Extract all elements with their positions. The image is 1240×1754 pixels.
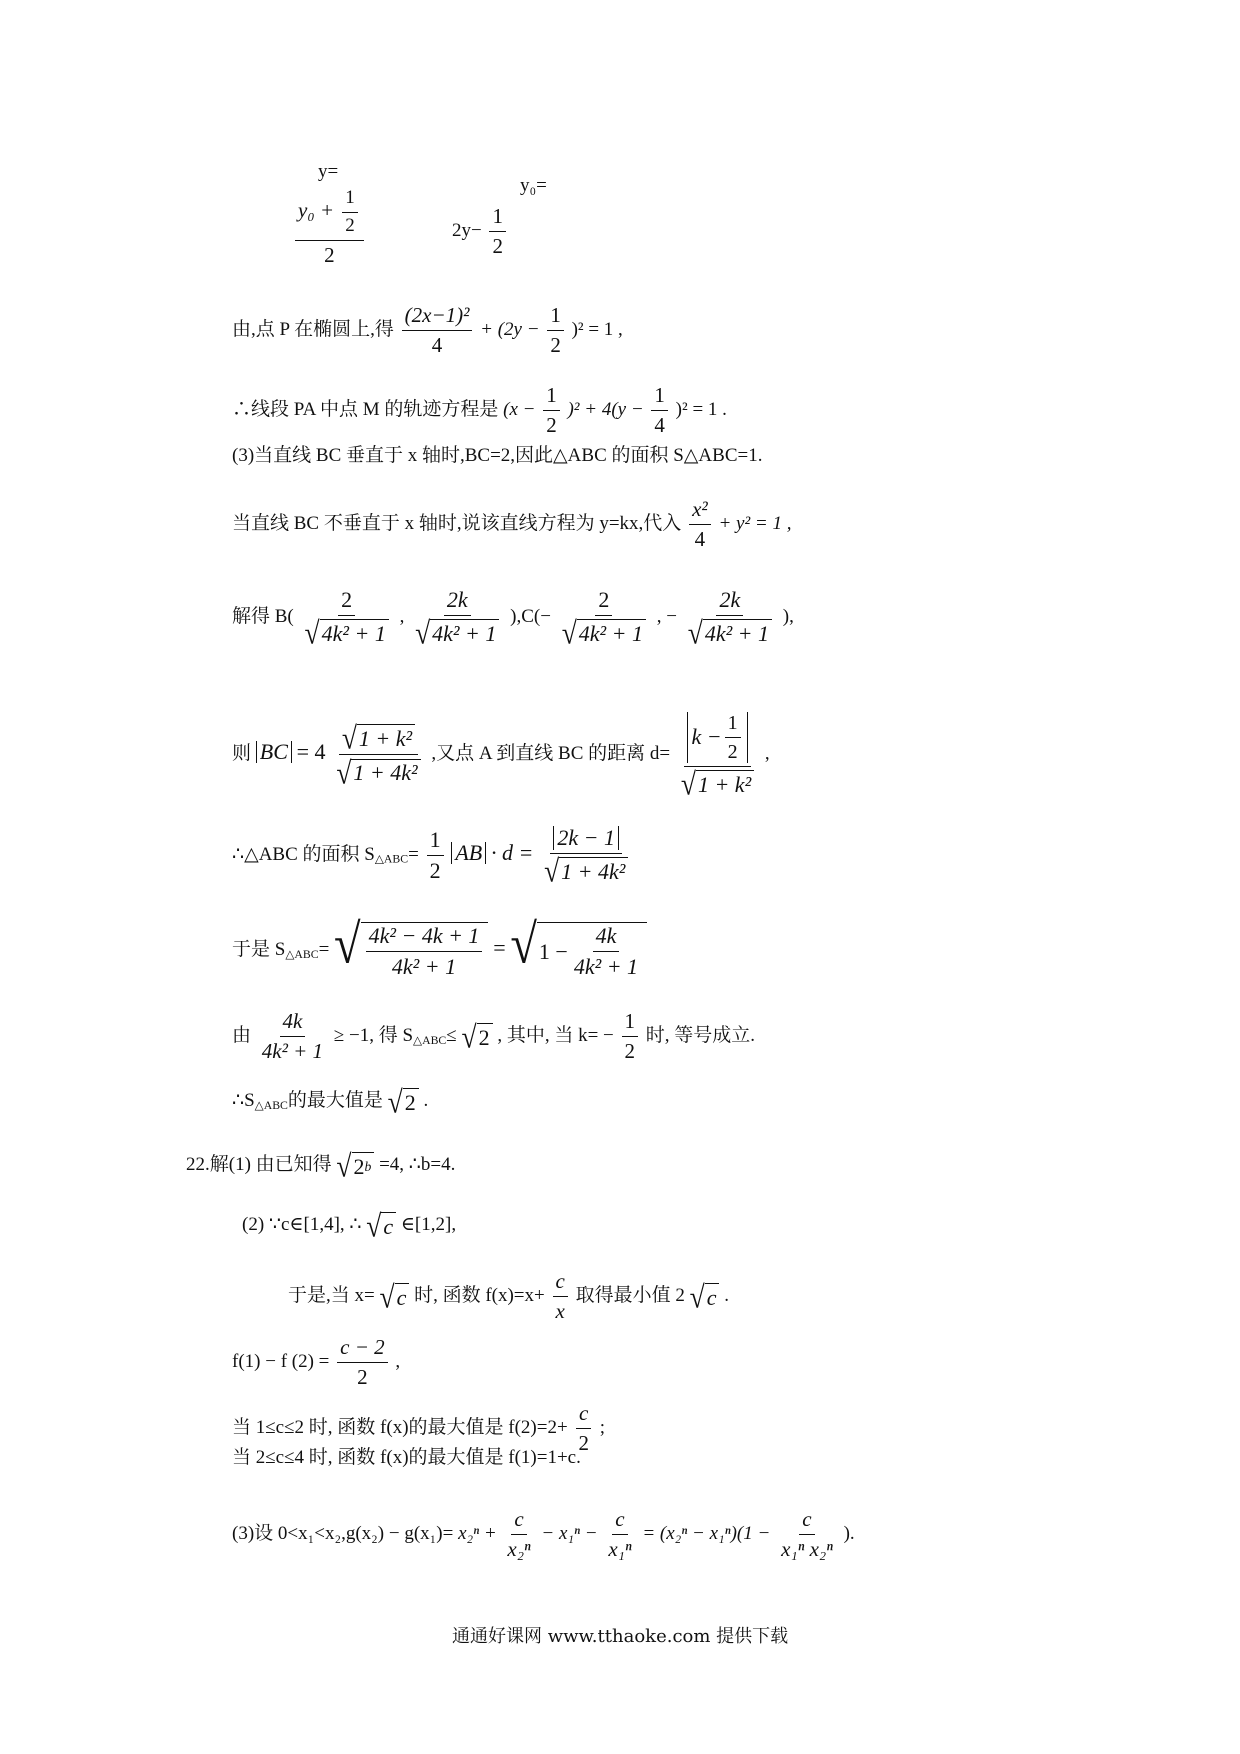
y0-label: y₀= — [520, 175, 547, 196]
ellipse-line: 由,点 P 在椭圆上,得 $\frac{\text{(2x−1)²}}{4}$ + (2y − $\frac{1}{2}$ )² = 1 , — [232, 303, 623, 358]
y-label: y= — [318, 161, 339, 182]
area-line: ∴△ABC 的面积 S△ABC= $\frac{1}{2}$ AB · d = 2k − 1 √ 1 + 4k² — [232, 826, 634, 885]
locus-line: ∴线段 PA 中点 M 的轨迹方程是 (x − $\frac{1}{2}$ )² + 4(y − $\frac{1}{4}$ )² = 1 . — [232, 383, 727, 438]
y0-expression: 2y− $\frac{1}{2}$ — [452, 205, 509, 258]
q22-minimum-line: 于是,当 x= √ c 时, 函数 f(x)=x+ $\frac{c}{x}$ 取得最小值 2 √ c . — [288, 1269, 729, 1324]
q22-part2: (2) ∵c∈[1,4], ∴ √ c ∈[1,2], — [242, 1207, 457, 1244]
max-value-line: ∴S△ABC的最大值是 √ 2 . — [232, 1083, 429, 1120]
q22-case1-line: 当 1≤c≤2 时, 函数 f(x)的最大值是 f(2)=2+ $\frac{c}{2}$ ; — [232, 1401, 605, 1456]
inequality-line: 由 $\frac{4k}{\text{4k² + 1}}$ ≥ −1, 得 S△ABC≤ √ 2 , 其中, 当 k= − $\frac{1}{2}$ 时, 等号成立. — [232, 1009, 756, 1064]
y-fraction: y₀ + $\frac{1}{2}$ 2 — [292, 188, 367, 267]
q22-case2-line: 当 2≤c≤4 时, 函数 f(x)的最大值是 f(1)=1+c. — [232, 1447, 581, 1468]
q22-part1: 22.解(1) 由已知得 √ 2 b =4, ∴b=4. — [186, 1147, 456, 1184]
solve-bc-line: 解得 B( 2 √ 4k² + 1 , 2k √ 4k² + 1 ),C(− 2 √ 4k² + 1 , − 2k √ 4k² + 1 ), — [232, 587, 794, 651]
bc-length-line: 则 BC = 4 √ 1 + k² √ 1 + 4k² ,又点 A 到直线 BC 的距离 d= k − $\frac{1}{2}$ √ 1 + k² , — [232, 712, 770, 802]
not-vertical-line: 当直线 BC 不垂直于 x 轴时,说该直线方程为 y=kx,代入 $\frac{\text{x²}}{4}$ + y² = 1 , — [232, 497, 792, 552]
q22-part3-line: (3)设 0<x₁<x₂,g(x₂) − g(x₁)= x₂ⁿ + $\frac{c}{\text{x₂ⁿ}}$ − x₁ⁿ − $\frac{c}{\text{x₁ⁿ}}$ = (x₂ⁿ − x₁ⁿ)(1 − $\frac{c}{\text{x₁ⁿ x₂ⁿ}}$ ). — [232, 1507, 855, 1562]
footer-credit: 通通好课网 www.tthaoke.com 提供下载 — [452, 1626, 789, 1647]
part3-line: (3)当直线 BC 垂直于 x 轴时,BC=2,因此△ABC 的面积 S△ABC=1. — [232, 445, 763, 466]
q22-difference-line: f(1) − f (2) = $\frac{c - 2}{2}$ , — [232, 1335, 401, 1390]
area-sqrt-line: 于是 S△ABC= √ $\frac{\text{4k² − 4k + 1}}{\text{4k² + 1}}$ = √ 1 − $\frac{4k}{\text{4k² + 1}}$ — [232, 922, 647, 979]
